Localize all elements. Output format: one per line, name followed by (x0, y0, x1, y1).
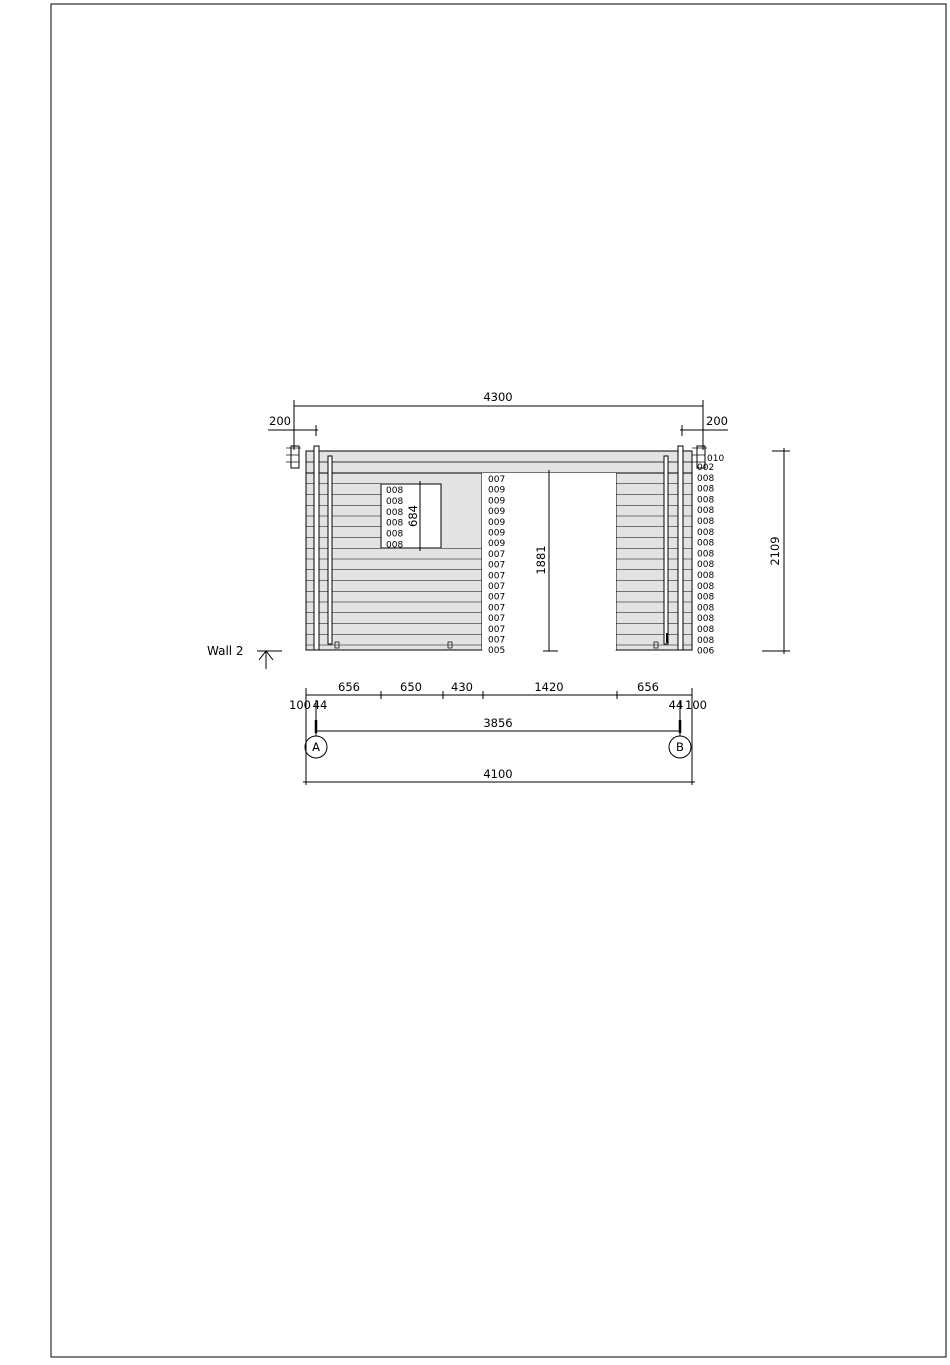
dim-eave-right: 200 (706, 414, 728, 428)
dim-offset-left: 100 (289, 698, 311, 712)
center-part-label-11: 007 (488, 582, 506, 592)
right-part-label-6: 008 (697, 517, 715, 527)
right-part-label-11: 008 (697, 571, 715, 581)
dim-segment-1: 656 (338, 680, 360, 694)
right-part-label-12: 008 (697, 581, 715, 592)
dim-segment-3: 430 (451, 680, 473, 694)
window-part-labels (386, 486, 403, 551)
right-part-label-13: 008 (697, 592, 715, 603)
window-part-label-4: 008 (386, 518, 404, 529)
center-part-label-6: 009 (488, 528, 506, 539)
center-part-label-5: 009 (488, 517, 506, 528)
sheet-frame (51, 4, 946, 1357)
right-corner-post (678, 446, 683, 650)
window-part-label-1: 008 (386, 486, 404, 496)
dim-eave-left: 200 (269, 414, 291, 428)
right-part-label-15: 008 (697, 614, 715, 625)
center-part-label-15: 007 (488, 624, 506, 635)
window-part-label-5: 008 (386, 529, 404, 540)
center-part-label-12: 007 (488, 592, 506, 603)
window-part-label-3: 008 (386, 507, 404, 518)
center-part-label-2: 009 (488, 485, 506, 496)
center-part-label-3: 009 (488, 496, 506, 507)
window-part-label-2: 008 (386, 496, 404, 507)
right-part-label-8: 008 (697, 538, 715, 549)
right-part-label-4: 008 (697, 495, 715, 506)
dim-segment-4: 1420 (534, 680, 564, 694)
right-part-label-1: 002 (697, 463, 715, 473)
dim-door-height: 1881 (534, 545, 548, 575)
center-part-label-13: 007 (488, 603, 506, 614)
right-part-label-3: 008 (697, 484, 715, 495)
left-corner-post (314, 446, 319, 650)
wall-title: Wall 2 (207, 644, 244, 658)
window-part-label-6: 008 (386, 540, 404, 551)
right-part-label-7: 008 (697, 527, 715, 538)
center-part-label-7: 009 (488, 539, 506, 550)
right-part-label-2: 008 (697, 473, 715, 484)
right-part-label-17: 008 (697, 635, 715, 646)
right-part-label-18: 006 (697, 646, 715, 657)
right-part-label-16: 008 (697, 625, 715, 635)
right-part-label-14: 008 (697, 603, 715, 614)
dim-height-total: 2109 (768, 536, 782, 566)
right-part-label-10: 008 (697, 560, 715, 571)
right-part-label-5: 008 (697, 506, 715, 517)
right-part-label-9: 008 (697, 549, 715, 560)
top-beam-label: 010 (707, 454, 725, 464)
dim-offset-right: 100 (685, 698, 707, 712)
center-part-labels (488, 475, 505, 656)
center-part-label-10: 007 (488, 571, 506, 582)
center-part-label-17: 005 (488, 646, 506, 657)
center-part-label-8: 007 (488, 549, 506, 560)
center-part-label-14: 007 (488, 614, 506, 625)
left-eave-end (291, 446, 299, 468)
center-part-label-1: 007 (488, 475, 506, 485)
dim-axis-span: 3856 (483, 716, 513, 730)
dim-segment-2: 650 (400, 680, 422, 694)
dim-overall-top: 4300 (483, 390, 513, 404)
center-part-label-4: 009 (488, 507, 506, 518)
dim-overall-bottom: 4100 (483, 767, 513, 781)
dim-offset-left-inner: 44 (312, 698, 328, 712)
dim-window-height: 684 (406, 505, 420, 527)
center-part-label-9: 007 (488, 560, 506, 571)
center-part-label-16: 007 (488, 635, 506, 646)
right-rod (664, 456, 668, 644)
right-part-labels (697, 463, 714, 657)
left-rod (328, 456, 332, 644)
axis-b-label: B (676, 740, 684, 754)
dim-offset-right-inner: 44 (668, 698, 684, 712)
axis-a-label: A (312, 740, 320, 754)
dim-segment-5: 656 (637, 680, 659, 694)
